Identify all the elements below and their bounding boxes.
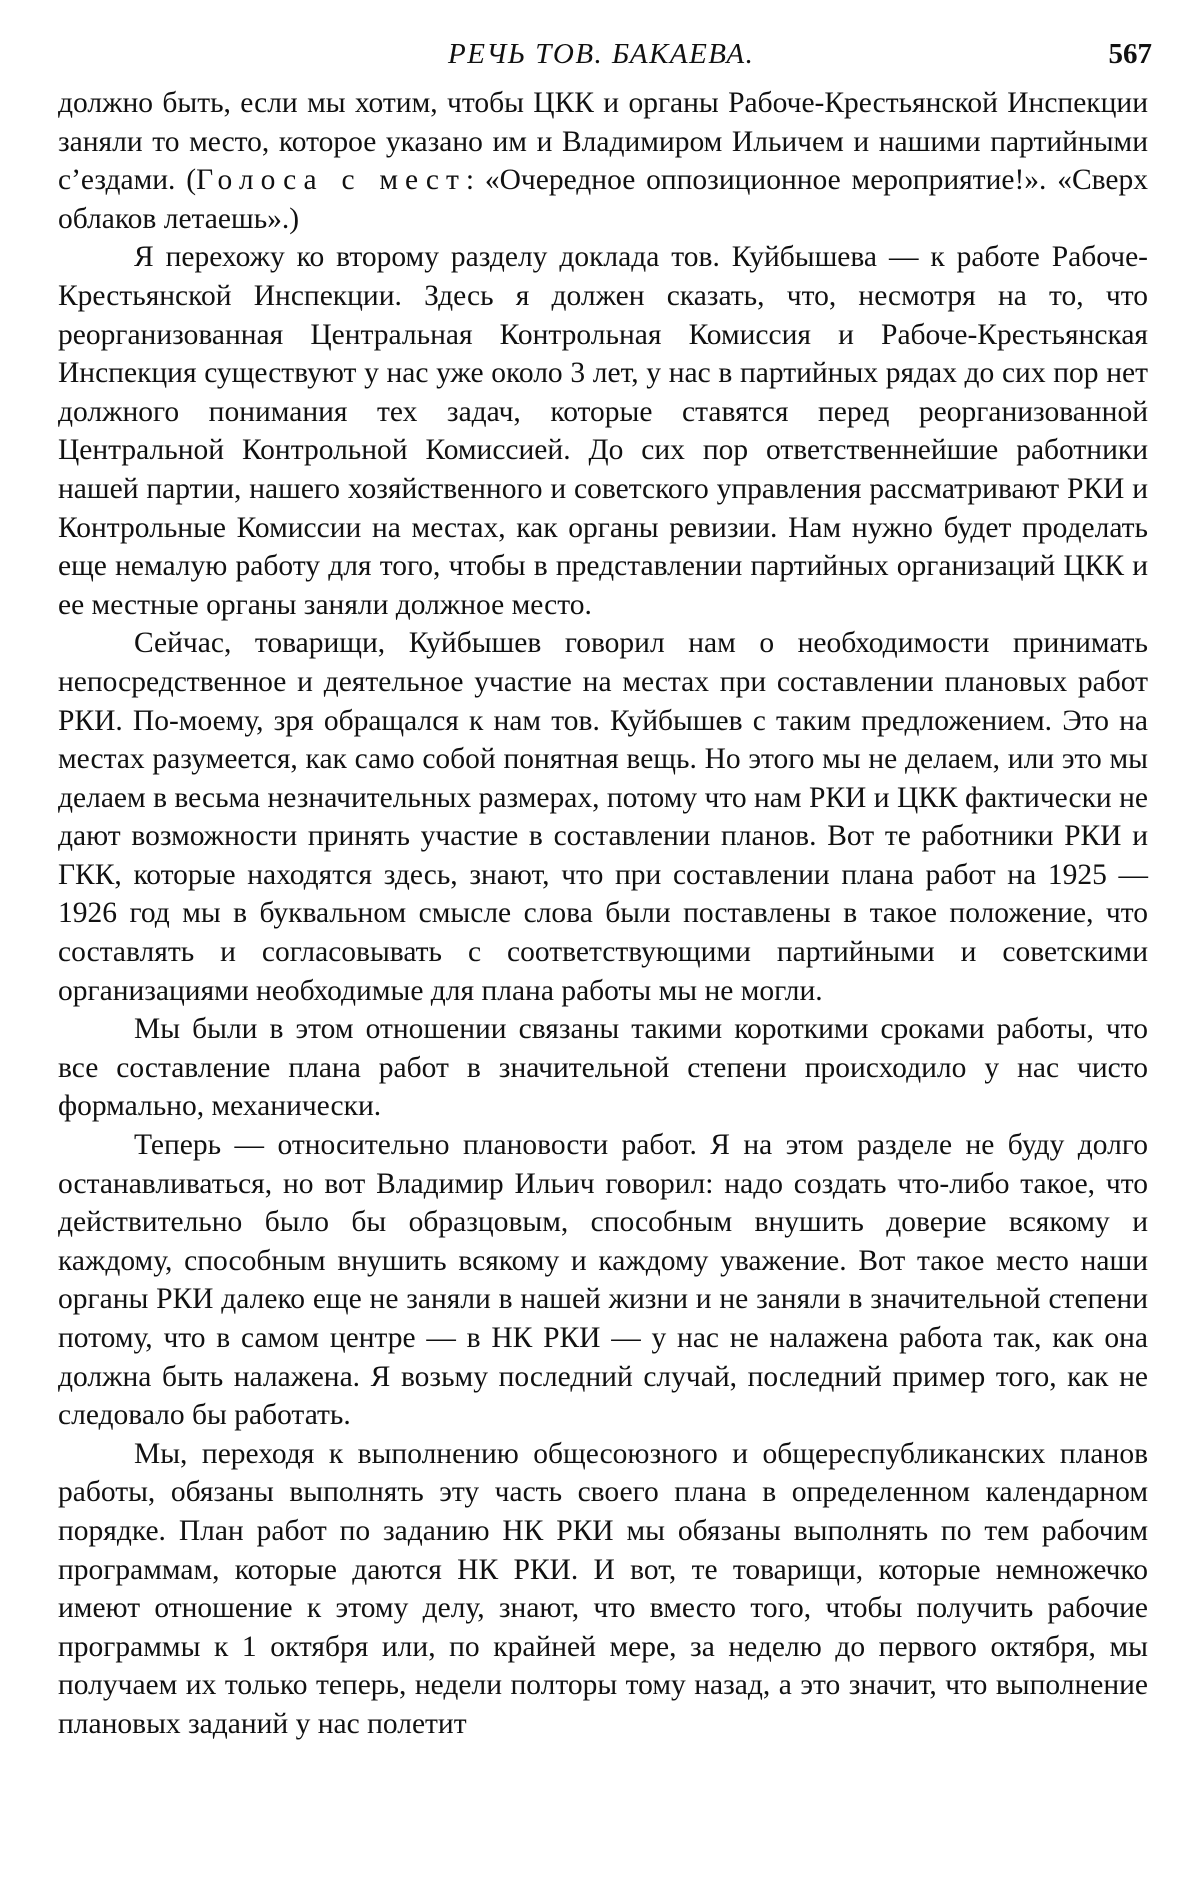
paragraph-4: Мы были в этом отношении связаны такими короткими сроками работы, что все составление плана работ в значительной степени происходило у нас чисто формально, механически. <box>58 1013 1148 1123</box>
paragraph-5: Теперь — относительно плановости работ. Я на этом разделе не буду долго останавливаться, но вот Владимир Ильич говорил: надо создать что-либо такое, что действительно было бы образцовым, способным внушить доверие всякому и каждому, способным внушить всякому и каждому уважение. Вот такое место наши органы РКИ далеко еще не заняли в нашей жизни и не заняли в значительной степени потому, что в самом центре — в НК РКИ — у нас не налажена работа так, как она должна быть налажена. Я возьму последний случай, последний пример того, как не следовало бы работать. <box>58 1129 1148 1432</box>
paragraph-6: Мы, переходя к выполнению общесоюзного и общереспубликанских планов работы, обязаны выполнять эту часть своего плана в определенном календарном порядке. План работ по заданию НК РКИ мы обязаны выполнять по тем рабочим программам, которые даются НК РКИ. И вот, те товарищи, которые немножечко имеют отношение к этому делу, знают, что вместо того, чтобы получить рабочие программы к 1 октября или, по крайней мере, за неделю до первого октября, мы получаем их только теперь, недели полторы тому назад, а это значит, что выполнение плановых заданий у нас полетит <box>58 1437 1148 1740</box>
paragraph-1 <box>58 84 1148 238</box>
paragraph-1-before: должно быть, если мы хотим, чтобы ЦКК и органы Рабоче-Крестьянской Инспекции заняли то место, которое указано им и Владимиром Ильичем и нашими партийными с’ездами. ( <box>58 87 1148 197</box>
paragraph-3: Сейчас, товарищи, Куйбышев говорил нам о необходимости принимать непосредственное и деятельное участие на местах при составлении плановых работ РКИ. По-моему, зря обращался к нам тов. Куйбышев с таким предложением. Это на местах разумеется, как само собой понятная вещь. Но этого мы не делаем, или это мы делаем в весьма незначительных размерах, потому что нам РКИ и ЦКК фактически не дают возможности принять участие в составлении планов. Вот те работники РКИ и ГКК, которые находятся здесь, знают, что при составлении плана работ на 1925 — 1926 год мы в буквальном смысле слова были поставлены в такое положение, что составлять и согласовывать с соответствующими партийными и советскими организациями необходимые для плана работы мы не могли. <box>58 627 1148 1007</box>
paragraph-2: Я перехожу ко второму разделу доклада тов. Куйбышева — к работе Рабоче-Крестьянской Инспекции. Здесь я должен сказать, что, несмотря на то, что реорганизованная Центральная Контрольная Комиссия и Рабоче-Крестьянская Инспекция существуют у нас уже около 3 лет, у нас в партийных рядах до сих пор нет должного понимания тех задач, которые ставятся перед реорганизованной Центральной Контрольной Комиссией. До сих пор ответственнейшие работники нашей партии, нашего хозяйственного и советского управления рассматривают РКИ и Контрольные Комиссии на местах, как органы ревизии. Нам нужно будет проделать еще немалую работу для того, чтобы в представлении партийных организаций ЦКК и ее местные органы заняли должное место. <box>58 241 1148 621</box>
page-header <box>58 30 1152 74</box>
running-title: РЕЧЬ ТОВ. БАКАЕВА. <box>448 38 755 70</box>
voices-from-seats: Голоса с мест <box>196 164 466 197</box>
paragraph-1-after: : «Очередное оппозиционное мероприятие!». «Сверх облаков летаешь».) <box>58 164 1148 235</box>
page-number: 567 <box>1108 38 1152 70</box>
document-page <box>58 30 1152 1744</box>
body-text <box>58 84 1148 1744</box>
